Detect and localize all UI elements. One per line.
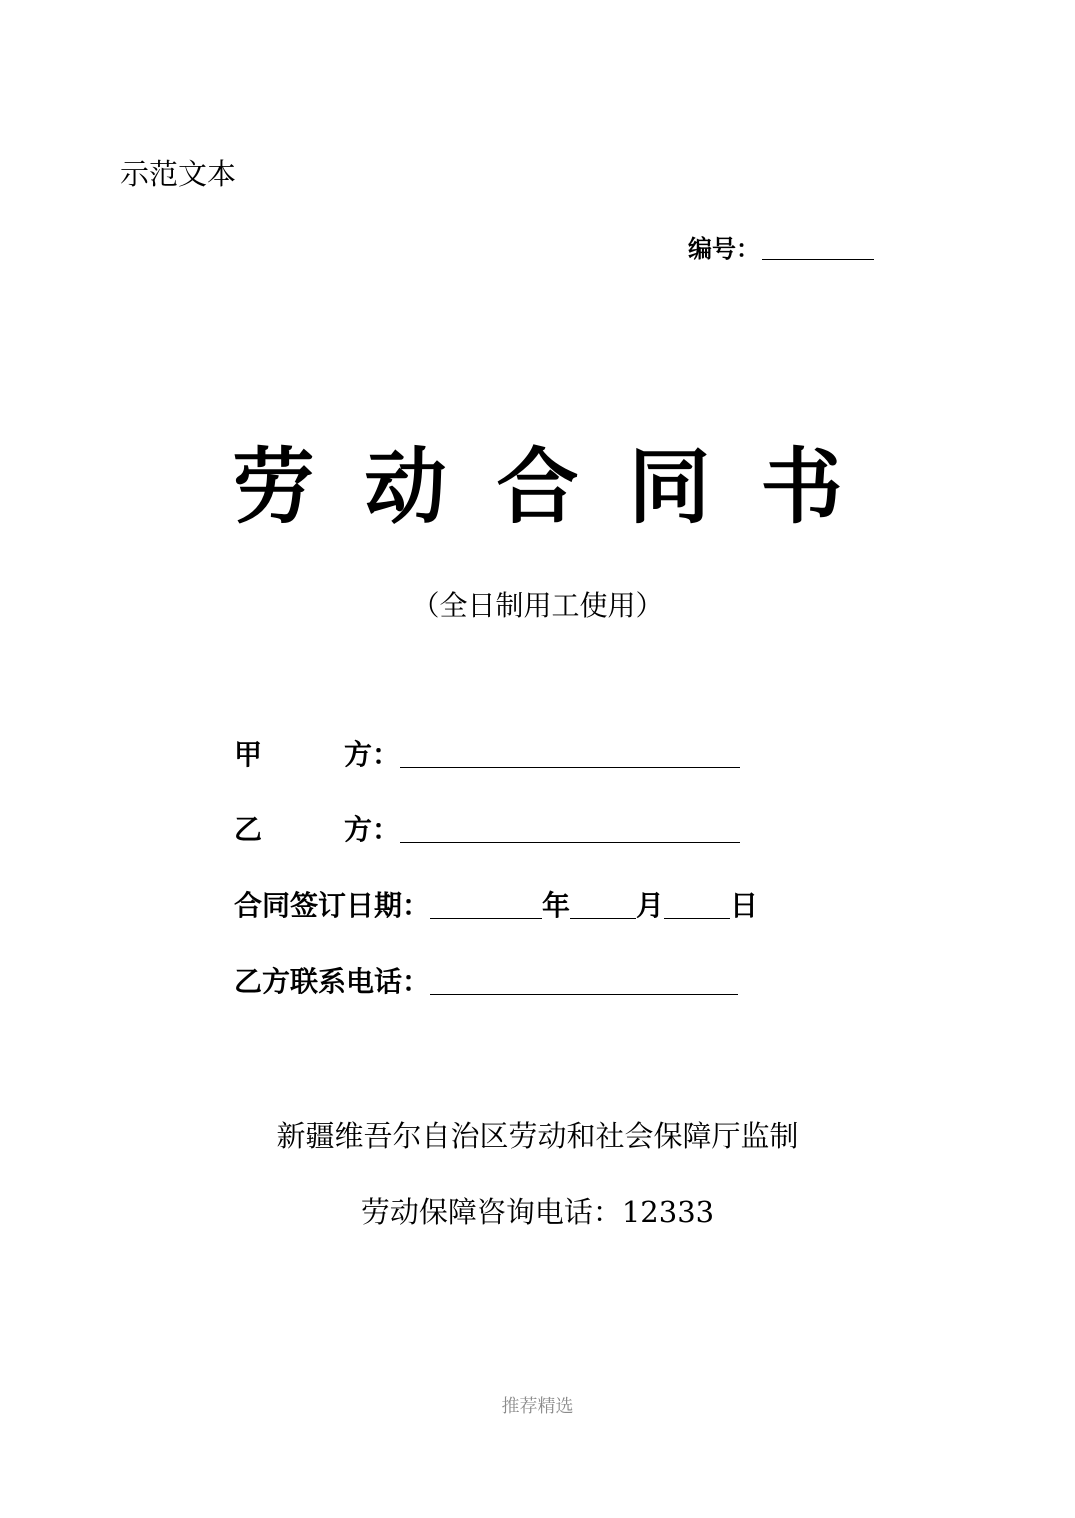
- document-number-blank[interactable]: [762, 259, 874, 260]
- consultation-hotline: 劳动保障咨询电话：12333: [360, 1195, 715, 1229]
- document-number-row: [688, 230, 874, 264]
- sign-month-blank[interactable]: [570, 918, 636, 919]
- party-b-suffix: 方：: [344, 813, 401, 846]
- day-label: 日: [730, 889, 759, 922]
- party-a-suffix: 方：: [344, 738, 401, 771]
- page-footer-watermark: 推荐精选: [501, 1396, 574, 1417]
- party-b-blank[interactable]: [400, 842, 740, 843]
- sign-day-blank[interactable]: [664, 918, 730, 919]
- document-title: 劳动合同书: [232, 440, 893, 535]
- party-b-phone-blank[interactable]: [430, 994, 738, 995]
- party-a-blank[interactable]: [400, 767, 740, 768]
- supervising-organization: 新疆维吾尔自治区劳动和社会保障厅监制: [276, 1119, 799, 1153]
- document-subtitle: （全日制用工使用）: [411, 589, 664, 622]
- sample-text-label: 示范文本: [120, 157, 237, 191]
- sign-year-blank[interactable]: [430, 918, 542, 919]
- party-b-label: 乙: [234, 813, 263, 846]
- party-a-label: 甲: [234, 738, 263, 771]
- party-b-phone-label: 乙方联系电话：: [234, 965, 431, 998]
- year-label: 年: [542, 889, 571, 922]
- party-b-phone-row: [234, 960, 738, 1000]
- sign-date-label: 合同签订日期：: [234, 889, 431, 922]
- party-a-row: [234, 733, 740, 773]
- document-number-label: 编号：: [688, 235, 760, 263]
- month-label: 月: [636, 889, 665, 922]
- sign-date-row: [234, 884, 758, 924]
- party-b-row: [234, 808, 740, 848]
